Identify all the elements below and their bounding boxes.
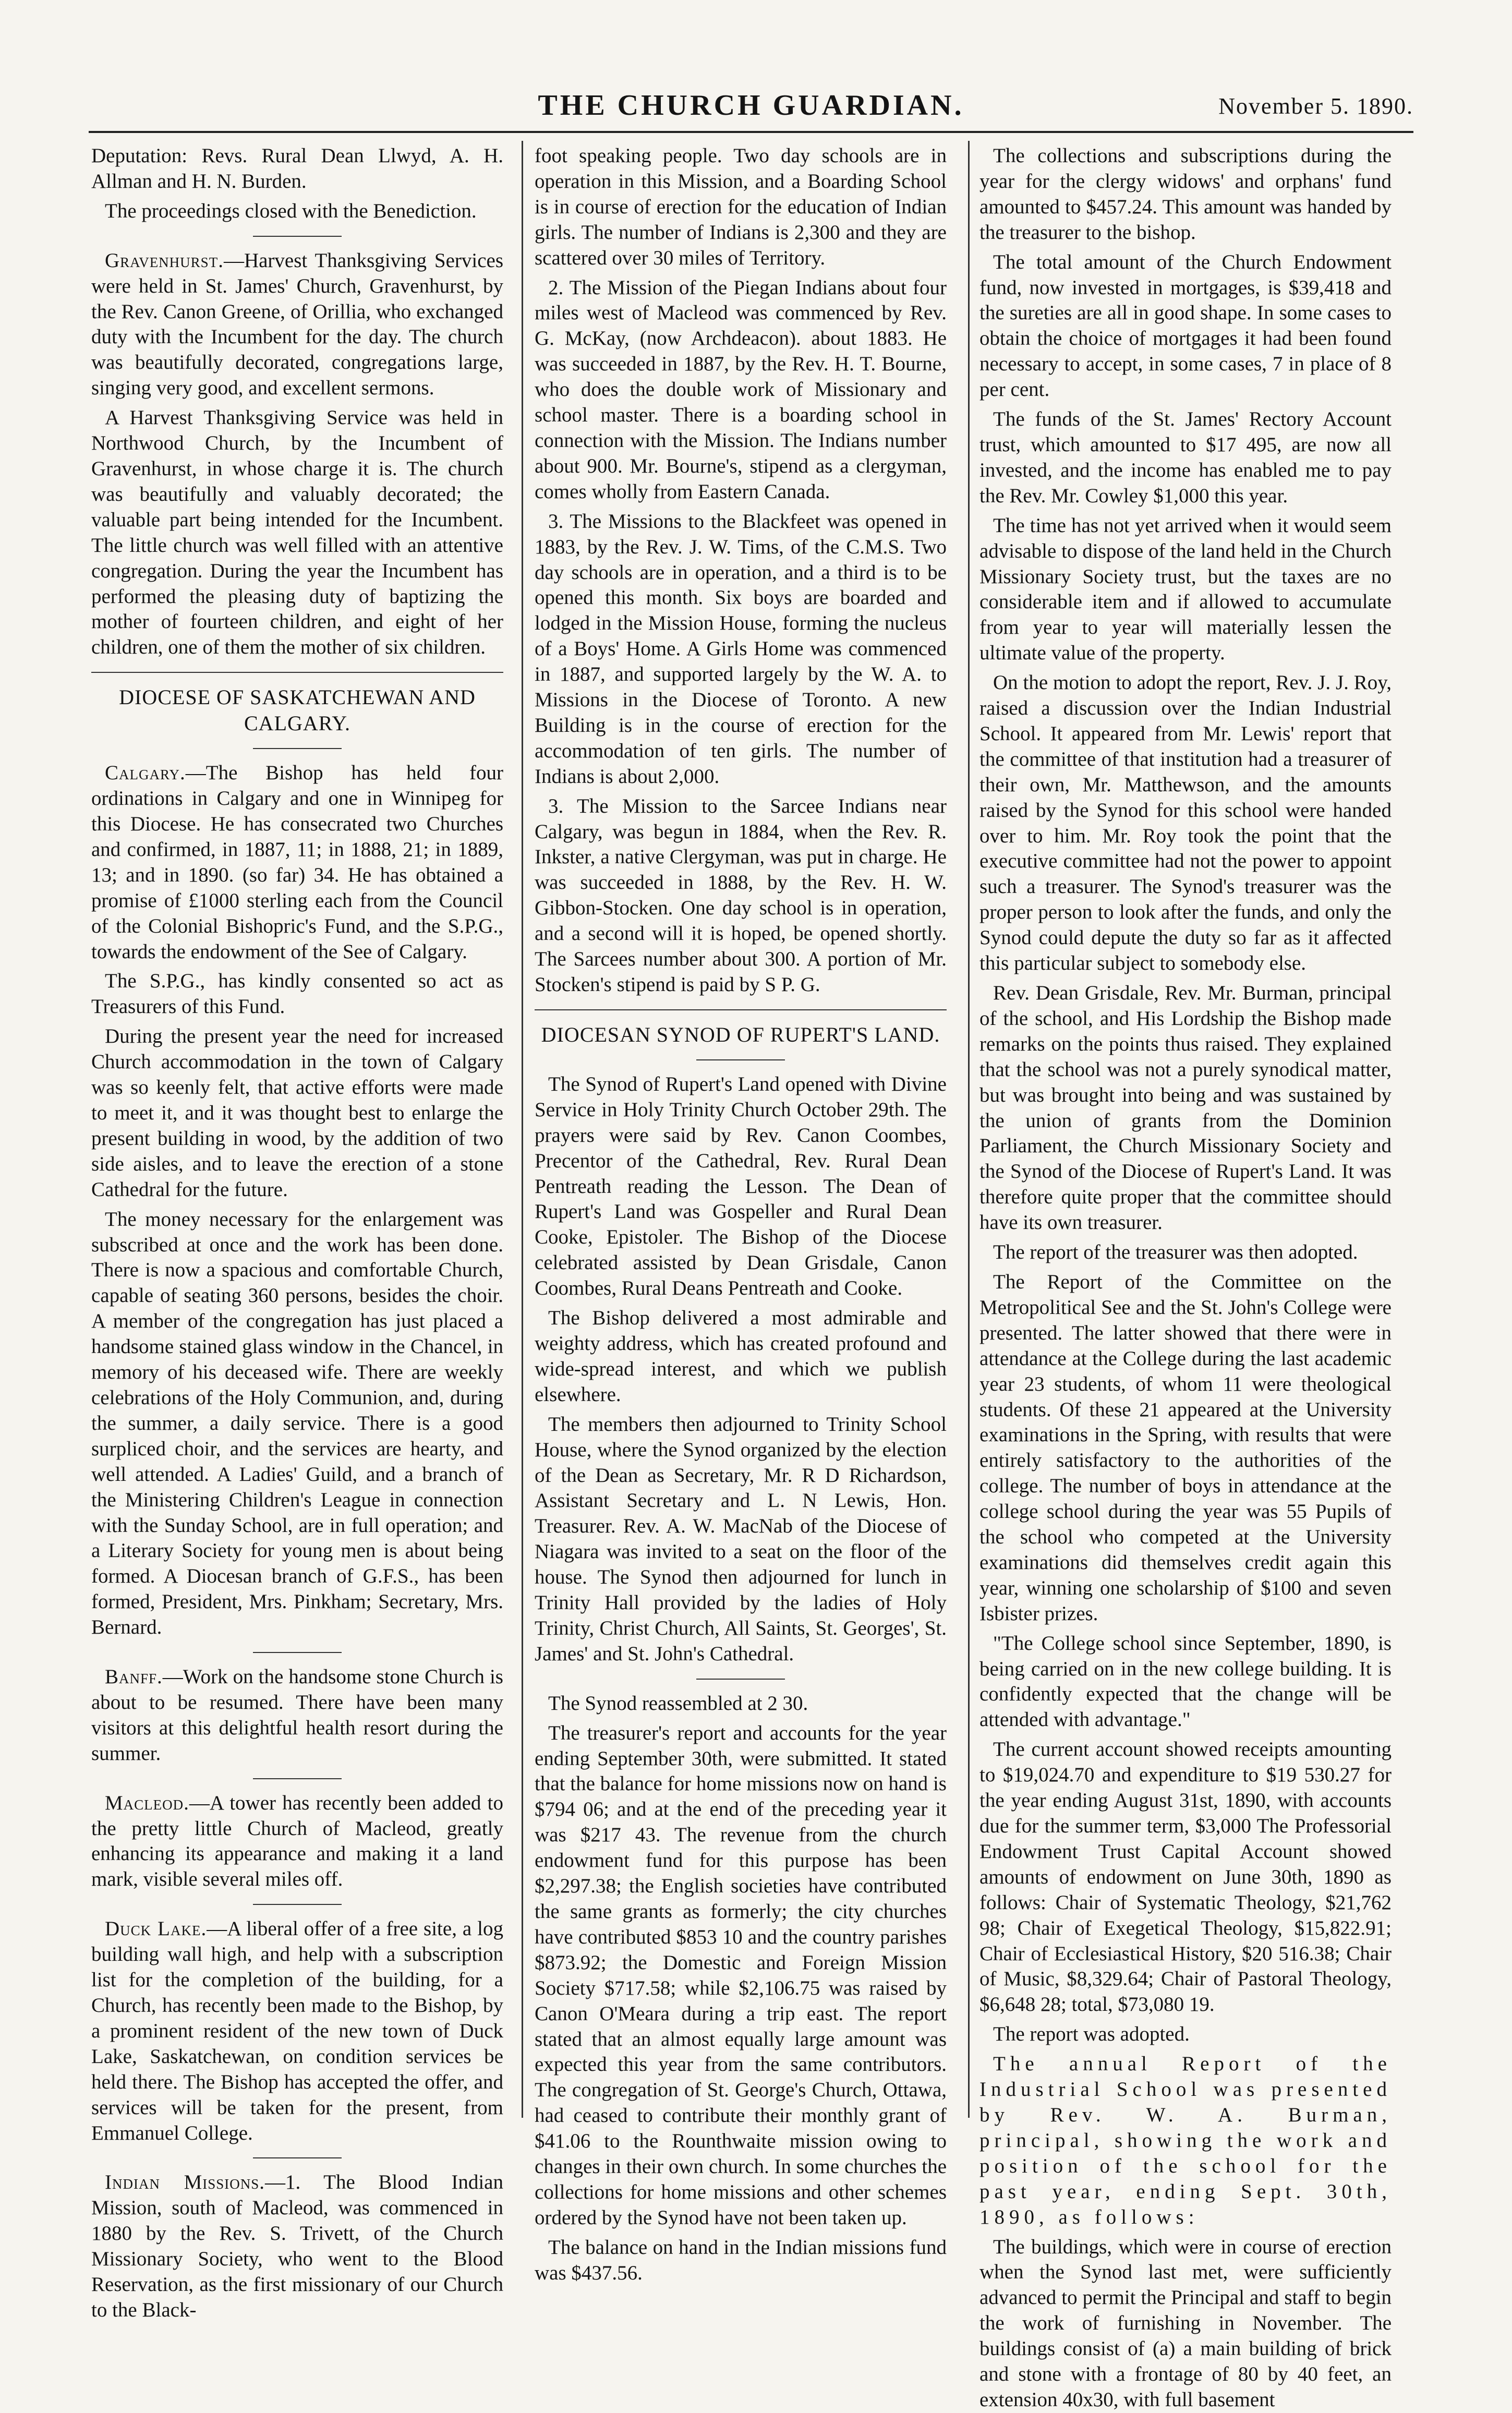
blackfeet-paragraph: 3. The Missions to the Blackfeet was opened in 1883, by the Rev. J. W. Tims, of the C.M.S. Two day schools are in operation, and a third is to be opened this month. Six boys are boarded and lodged in the Mission House, forming the nucleus of a Boys' Home. A Girls Home was commenced in 1887, and supported largely by the W. A. to Missions in the Diocese of Toronto. A new Building is in the course of erection for the accommodation of ten girls. The number of Indians is about 2,000. bbox=[535, 510, 947, 788]
piegan-paragraph: 2. The Mission of the Piegan Indians about four miles west of Macleod was commenced by Rev. G. McKay, (now Archdeacon). about 1883. He was succeeded in 1887, by the Rev. H. T. Bourne, who does the double work of Missionary and school master. There is a boarding school in connection with the Mission. The Indians number about 900. Mr. Bourne's, stipend as a clergyman, comes wholly from Eastern Canada. bbox=[535, 276, 947, 503]
synod-heading: DIOCESAN SYNOD OF RUPERT'S LAND. bbox=[541, 1022, 940, 1046]
gravenhurst-text: —Harvest Thanksgiving Services were held in St. James' Church, Gravenhurst, by the Rev. Canon Greene, of Orillia, who exchanged duty with the Incumbent for the day. The church was beautifully decorated, congregations large, singing very good, and excellent sermons. bbox=[91, 249, 503, 400]
industrial-report-paragraph bbox=[979, 2052, 1392, 2230]
section-rule bbox=[253, 2157, 342, 2158]
indian-fund-paragraph: The balance on hand in the Indian missions fund was $437.56. bbox=[535, 2236, 947, 2284]
synod-opening-paragraph: The Synod of Rupert's Land opened with Divine Service in Holy Trinity Church October 29th. The prayers were said by Rev. Canon Coombes, Precentor of the Cathedral, Rev. Rural Dean Pentreath reading the Lesson. The Dean of Rupert's Land was Gospeller and Rural Dean Cooke, Epistoler. The Bishop of the Diocese celebrated assisted by Dean Grisdale, Canon Coombes, Rural Deans Pentreath and Cooke. bbox=[535, 1072, 947, 1300]
macleod-lead: Macleod. bbox=[105, 1791, 189, 1814]
section-rule bbox=[253, 1904, 342, 1905]
sarcee-paragraph: 3. The Mission to the Sarcee Indians near Calgary, was begun in 1884, when the Rev. R. Inkster, a native Clergyman, was put in charge. He was succeeded in 1888, by the Rev. H. W. Gibbon-Stocken. One day school is in operation, and a second will it is hoped, be opened shortly. The Sarcees number about 300. A portion of Mr. Stocken's stipend is paid by S P. G. bbox=[535, 794, 947, 996]
calgary-paragraph bbox=[91, 761, 503, 964]
column-2 bbox=[535, 143, 947, 2284]
money-paragraph: The money necessary for the enlargement was subscribed at once and the work has been done. There is now a spacious and comfortable Church, capable of seating 360 persons, besides the choir. A member of the congregation has just placed a handsome stained glass window in the Chancel, in memory of his deceased wife. There are weekly celebrations of the Holy Communion, and, during the summer, a daily service. There is a good surpliced choir, and the services are hearty, and well attended. A Ladies' Guild, and a branch of the Ministering Children's League in connection with the Sunday School, are in full operation; and a Literary Society for young men is about being formed. A Diocesan branch of G.F.S., has been formed, President, Mrs. Pinkham; Secretary, Mrs. Bernard. bbox=[91, 1208, 503, 1639]
reassembled-paragraph: The Synod reassembled at 2 30. bbox=[548, 1692, 808, 1715]
macleod-paragraph bbox=[91, 1791, 503, 1893]
indian-missions-lead: Indian Missions. bbox=[105, 2171, 265, 2194]
indian-missions-paragraph bbox=[91, 2170, 503, 2323]
grisdale-paragraph: Rev. Dean Grisdale, Rev. Mr. Burman, principal of the school, and His Lordship the Bishop made remarks on the points thus raised. They explained that the school was not a purely synodical matter, but was brought into being and was sustained by the union of grants from the Dominion Parliament, the Church Missionary Society and the Synod of the Diocese of Rupert's Land. It was therefore quite proper that the committee should have its own treasurer. bbox=[979, 982, 1392, 1234]
northwood-paragraph: A Harvest Thanksgiving Service was held in Northwood Church, by the Incumbent of Gravenhurst, in whose charge it is. The church was beautifully and valuably decorated; the valuable part being intended for the Incumbent. The little church was well filled with an attentive congregation. During the year the Incumbent has performed the pleasing duty of baptizing the mother of fourteen children, and eight of her children, one of them the mother of six children. bbox=[91, 406, 503, 659]
calgary-lead: Calgary. bbox=[105, 762, 186, 785]
benediction-paragraph: The proceedings closed with the Benediction. bbox=[105, 199, 477, 222]
masthead-rule bbox=[89, 131, 1413, 133]
saskatchewan-heading: DIOCESE OF SASKATCHEWAN AND CALGARY. bbox=[119, 685, 476, 735]
duck-lake-text: —A liberal offer of a free site, a log building wall high, and help with a subscription list for the completion of the building, for a Church, has recently been made to the Bishop, by a prominent resident of the new town of Duck Lake, Saskatchewan, on condition services be held there. The Bishop has accepted the offer, and services will be taken for the present, from Emmanuel College. bbox=[91, 1917, 504, 2144]
rectory-paragraph: The funds of the St. James' Rectory Account trust, which amounted to $17 495, are now all invested, and the income has enabled me to pay the Rev. Mr. Cowley $1,000 this year. bbox=[979, 408, 1392, 507]
section-rule bbox=[253, 748, 342, 749]
blackfoot-paragraph: foot speaking people. Two day schools are in operation in this Mission, and a Boarding School is in course of erection for the education of Indian girls. The number of Indians is 2,300 and they are scattered over 30 miles of Territory. bbox=[535, 144, 947, 269]
adopted-paragraph: The report was adopted. bbox=[993, 2023, 1190, 2046]
banff-lead: Banff. bbox=[105, 1666, 163, 1688]
college-report-paragraph: The Report of the Committee on the Metropolitical See and the St. John's College were presented. The latter showed that there were in attendance at the College during the last academic year 23 students, of whom 11 were theological students. Of these 21 appeared at the University examinations in the Spring, with results that were entirely satisfactory to the authorities of the college. The number of boys in attendance at the college school during the year was 55 Pupils of the school who competed at the University examinations did themselves credit again this year, winning one scholarship of $100 and seven Isbister prizes. bbox=[979, 1270, 1392, 1625]
section-rule bbox=[91, 672, 503, 673]
gravenhurst-paragraph bbox=[91, 248, 503, 401]
college-school-paragraph: "The College school since September, 1890, is being carried on in the new college building. It is confidently expected that the change will be attended with advantage." bbox=[979, 1632, 1392, 1731]
duck-lake-paragraph bbox=[91, 1916, 503, 2146]
section-rule bbox=[253, 1652, 342, 1653]
endowment-paragraph: The total amount of the Church Endowment fund, now invested in mortgages, is $39,418 and the sureties are all in good shape. In some cases to obtain the choice of mortgages it had been found necessary to accept, in some cases, 7 in place of 8 per cent. bbox=[979, 250, 1392, 401]
section-rule bbox=[696, 1679, 785, 1680]
calgary-text: —The Bishop has held four ordinations in Calgary and one in Winnipeg for this Diocese. He has consecrated two Churches and confirmed, in 1887, 11; in 1888, 21; in 1889, 13; and in 1890. (so far) 34. He has obtained a promise of £1000 sterling each from the Council of the Colonial Bishopric's Fund, and the S.P.G., towards the endowment of the See of Calgary. bbox=[91, 762, 503, 963]
section-rule bbox=[253, 1778, 342, 1779]
industrial-school-paragraph: On the motion to adopt the report, Rev. J. J. Roy, raised a discussion over the Indian Industrial School. It appeared from Mr. Lewis' report that the committee of that institution had a treasurer of their own, Mr. Matthewson, and the amounts raised by the Synod for this school were handed over to him. Mr. Roy took the point that the executive committee had not the power to appoint such a treasurer. The Synod's treasurer was the proper person to look after the funds, and only the Synod could depute the duty so far as it affected this particular subject to somebody else. bbox=[979, 671, 1392, 975]
newspaper-title: THE CHURCH GUARDIAN. bbox=[538, 89, 964, 122]
column-1 bbox=[91, 143, 504, 2321]
column-divider bbox=[968, 141, 970, 2118]
macleod-text: —A tower has recently been added to the pretty little Church of Macleod, greatly enhancing its appearance and making it a land mark, visible several miles off. bbox=[91, 1791, 503, 1891]
report-adopted-paragraph: The report of the treasurer was then adopted. bbox=[993, 1241, 1358, 1264]
section-rule bbox=[253, 236, 342, 237]
bishop-address-paragraph: The Bishop delivered a most admirable and weighty address, which has created profound and wide-spread interest, and which we publish elsewhere. bbox=[535, 1307, 947, 1406]
treasurer-report-paragraph: The treasurer's report and accounts for the year ending September 30th, were submitted. It stated that the balance for home missions now on hand is $794 06; and at the end of the preceding year it was $217 43. The revenue from the church endowment fund for this purpose has been $2,297.38; the English societies have contributed the same grants as formerly; the city churches have contributed $853 10 and the country parishes $873.92; the Domestic and Foreign Mission Society $717.58; while $2,106.75 was raised by Canon O'Meara during a trip east. The report stated that an almost equally large amount was expected this year from the same contributors. The congregation of St. George's Church, Ottawa, had ceased to contribute their monthly grant of $41.06 to the Rounthwaite mission owing to changes in their own church. In some churches the collections for home missions and other schemes ordered by the Synod have not been taken up. bbox=[535, 1721, 947, 2229]
column-divider bbox=[522, 141, 523, 2118]
industrial-report-text: The annual Report of the Industrial School was presented by Rev. W. A. Burman, principal, showing the work and position of the school for the past year, ending Sept. 30th, 1890, as follows: bbox=[979, 2053, 1392, 2228]
column-3 bbox=[979, 143, 1392, 2411]
banff-text: —Work on the handsome stone Church is about to be resumed. There have been many visitors at this delightful health resort during the summer. bbox=[91, 1666, 503, 1765]
gravenhurst-lead: Gravenhurst. bbox=[105, 249, 224, 272]
indian-missions-text: —1. The Blood Indian Mission, south of Macleod, was commenced in 1880 by the Rev. S. Trivett, of the Church Missionary Society, who went to the Blood Reservation, as the first missionary of our Church to the Black- bbox=[91, 2171, 503, 2321]
section-rule bbox=[535, 1009, 947, 1010]
banff-paragraph bbox=[91, 1664, 503, 1767]
duck-lake-lead: Duck Lake. bbox=[105, 1917, 207, 1940]
buildings-paragraph: The buildings, which were in course of erection when the Synod last met, were sufficiently advanced to permit the Principal and staff to begin the work of furnishing in November. The buildings consist of (a) a main building of brick and stone with a frontage of 80 by 40 feet, an extension 40x30, with full basement bbox=[979, 2235, 1392, 2411]
synod-organized-paragraph: The members then adjourned to Trinity School House, where the Synod organized by the election of the Dean as Secretary, Mr. R D Richardson, Assistant Secretary and L. N Lewis, Hon. Treasurer. Rev. A. W. MacNab of the Diocese of Niagara was invited to a seat on the floor of the house. The Synod then adjourned for lunch in Trinity Hall provided by the ladies of Holy Trinity, Christ Church, All Saints, St. Georges', St. James' and St. John's Cathedral. bbox=[535, 1413, 947, 1665]
cms-land-paragraph: The time has not yet arrived when it would seem advisable to dispose of the land held in the Church Missionary Society trust, but the taxes are no considerable item and if allowed to accumulate from year to year will materially lessen the ultimate value of the property. bbox=[979, 514, 1392, 665]
section-rule bbox=[696, 1059, 785, 1060]
masthead bbox=[89, 78, 1413, 133]
spg-paragraph: The S.P.G., has kindly consented so act as Treasurers of this Fund. bbox=[91, 970, 503, 1018]
deputation-paragraph: Deputation: Revs. Rural Dean Llwyd, A. H. Allman and H. N. Burden. bbox=[91, 144, 503, 192]
widows-fund-paragraph: The collections and subscriptions during the year for the clergy widows' and orphans' fund amounted to $457.24. This amount was handed by the treasurer to the bishop. bbox=[979, 144, 1392, 244]
issue-date: November 5. 1890. bbox=[1218, 93, 1413, 119]
current-account-paragraph: The current account showed receipts amounting to $19,024.70 and expenditure to $19 530.27 for the year ending August 31st, 1890, with accounts due for the summer term, $3,000 The Professorial Endowment Trust Capital Account showed amounts of endowment on June 30th, 1890 as follows: Chair of Systematic Theology, $21,762 98; Chair of Exegetical Theology, $15,822.91; Chair of Ecclesiastical History, $20 516.38; Chair of Music, $8,329.64; Chair of Pastoral Theology, $6,648 28; total, $73,080 19. bbox=[979, 1738, 1392, 2016]
enlargement-paragraph: During the present year the need for increased Church accommodation in the town of Calgary was so keenly felt, that active efforts were made to meet it, and it was thought best to enlarge the present building in wood, by the addition of two side aisles, and to leave the erection of a stone Cathedral for the future. bbox=[91, 1025, 503, 1201]
